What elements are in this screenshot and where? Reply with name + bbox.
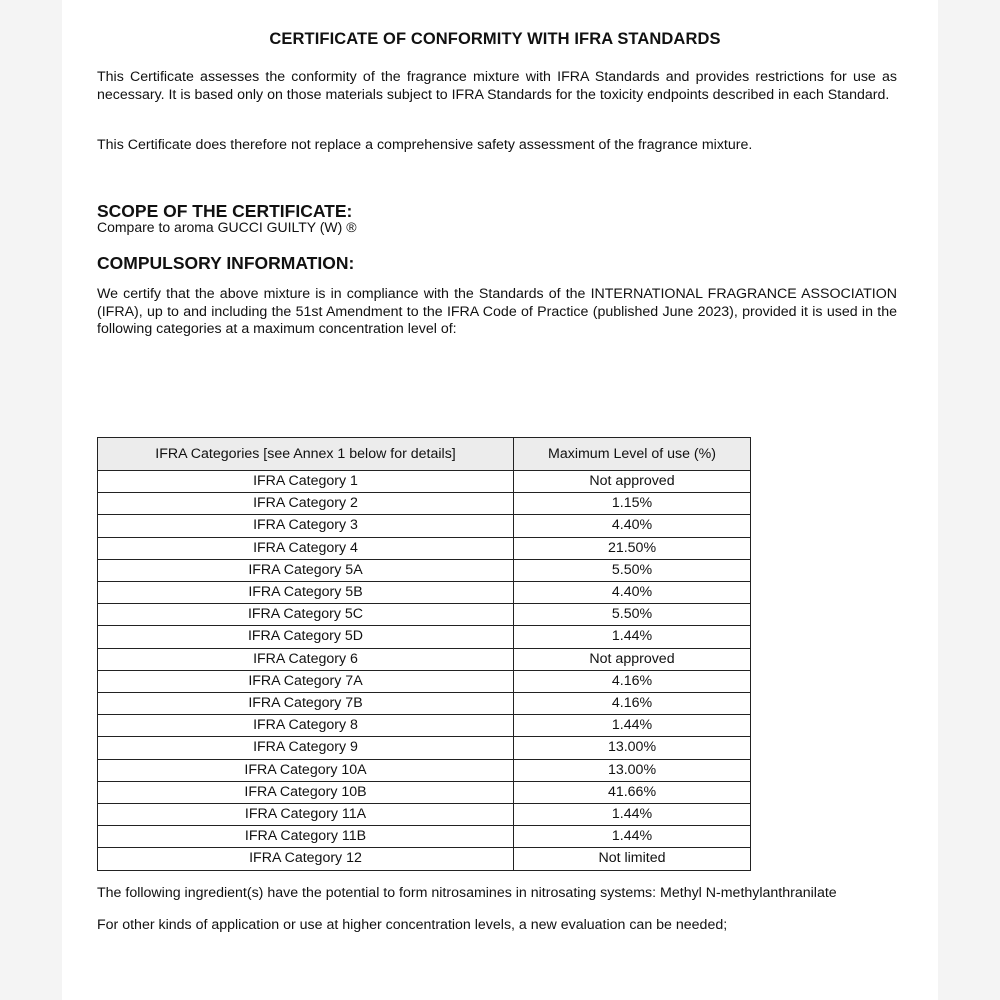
- category-cell: IFRA Category 7A: [98, 670, 514, 692]
- table-row: [98, 582, 751, 604]
- table-row: [98, 826, 751, 848]
- max-level-cell: 1.44%: [514, 715, 751, 737]
- category-cell: IFRA Category 6: [98, 648, 514, 670]
- max-level-cell: 21.50%: [514, 537, 751, 559]
- column-header-max-level: Maximum Level of use (%): [514, 438, 751, 471]
- category-cell: IFRA Category 8: [98, 715, 514, 737]
- max-level-cell: 13.00%: [514, 759, 751, 781]
- max-level-cell: 1.15%: [514, 493, 751, 515]
- category-cell: IFRA Category 4: [98, 537, 514, 559]
- category-cell: IFRA Category 5B: [98, 582, 514, 604]
- category-cell: IFRA Category 2: [98, 493, 514, 515]
- table-body: [98, 471, 751, 871]
- category-cell: IFRA Category 9: [98, 737, 514, 759]
- column-header-category: IFRA Categories [see Annex 1 below for details]: [98, 438, 514, 471]
- table-row: [98, 515, 751, 537]
- table-row: [98, 759, 751, 781]
- max-level-cell: 4.40%: [514, 515, 751, 537]
- table-row: [98, 604, 751, 626]
- table-row: [98, 804, 751, 826]
- max-level-cell: 41.66%: [514, 781, 751, 803]
- table-row: [98, 715, 751, 737]
- scope-text: Compare to aroma GUCCI GUILTY (W) ®: [97, 219, 357, 235]
- ifra-categories-table: [97, 437, 751, 871]
- table-row: [98, 626, 751, 648]
- category-cell: IFRA Category 5A: [98, 559, 514, 581]
- table-row: [98, 781, 751, 803]
- category-cell: IFRA Category 1: [98, 471, 514, 493]
- max-level-cell: 13.00%: [514, 737, 751, 759]
- table-row: [98, 493, 751, 515]
- table-row: [98, 648, 751, 670]
- category-cell: IFRA Category 3: [98, 515, 514, 537]
- nitrosamine-note: The following ingredient(s) have the potential to form nitrosamines in nitrosating systems: Methyl N-methylanthranilate: [97, 885, 837, 901]
- document-title: CERTIFICATE OF CONFORMITY WITH IFRA STANDARDS: [269, 30, 721, 48]
- max-level-cell: 4.40%: [514, 582, 751, 604]
- category-cell: IFRA Category 11A: [98, 804, 514, 826]
- other-use-note: For other kinds of application or use at higher concentration levels, a new evaluation can be needed;: [97, 917, 728, 933]
- table-row: [98, 693, 751, 715]
- scope-heading: SCOPE OF THE CERTIFICATE:: [97, 201, 353, 221]
- max-level-cell: 5.50%: [514, 559, 751, 581]
- category-cell: IFRA Category 5C: [98, 604, 514, 626]
- table-row: [98, 471, 751, 493]
- max-level-cell: 4.16%: [514, 670, 751, 692]
- category-cell: IFRA Category 10A: [98, 759, 514, 781]
- max-level-cell: 1.44%: [514, 626, 751, 648]
- max-level-cell: Not limited: [514, 848, 751, 870]
- table-header-row: [98, 438, 751, 471]
- max-level-cell: Not approved: [514, 471, 751, 493]
- max-level-cell: Not approved: [514, 648, 751, 670]
- table-row: [98, 848, 751, 870]
- category-cell: IFRA Category 5D: [98, 626, 514, 648]
- table-row: [98, 559, 751, 581]
- compulsory-text: We certify that the above mixture is in compliance with the Standards of the INTERNATIONAL FRAGRANCE ASSOCIATION (IFRA), up to and including the 51st Amendment to the IFRA Code of Practice (published June 2023), provided it is used in the following categories at a maximum concentration level of:: [97, 286, 897, 337]
- category-cell: IFRA Category 11B: [98, 826, 514, 848]
- intro-paragraph: This Certificate assesses the conformity of the fragrance mixture with IFRA Standards and provides restrictions for use as necessary. It is based only on those materials subject to IFRA Standards for the toxicity endpoints described in each Standard.: [97, 69, 897, 103]
- max-level-cell: 1.44%: [514, 826, 751, 848]
- compulsory-heading: COMPULSORY INFORMATION:: [97, 253, 355, 273]
- max-level-cell: 1.44%: [514, 804, 751, 826]
- max-level-cell: 5.50%: [514, 604, 751, 626]
- table-row: [98, 670, 751, 692]
- category-cell: IFRA Category 12: [98, 848, 514, 870]
- category-cell: IFRA Category 7B: [98, 693, 514, 715]
- table-row: [98, 737, 751, 759]
- max-level-cell: 4.16%: [514, 693, 751, 715]
- disclaimer-paragraph: This Certificate does therefore not replace a comprehensive safety assessment of the fragrance mixture.: [97, 137, 753, 153]
- table-row: [98, 537, 751, 559]
- category-cell: IFRA Category 10B: [98, 781, 514, 803]
